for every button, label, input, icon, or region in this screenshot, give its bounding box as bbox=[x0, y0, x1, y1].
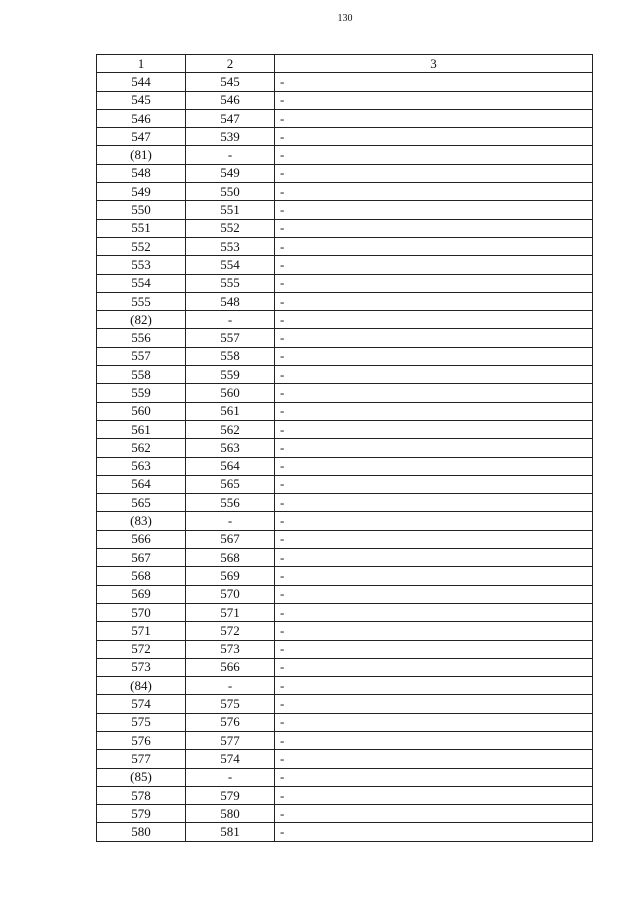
table-cell-col1: (81) bbox=[97, 146, 186, 164]
table-cell-col3: - bbox=[275, 457, 593, 475]
table-row bbox=[97, 823, 593, 841]
table-cell-col1: 548 bbox=[97, 164, 186, 182]
table-cell-col1: 577 bbox=[97, 750, 186, 768]
table-cell-col2: 551 bbox=[186, 201, 275, 219]
table-cell-col3: - bbox=[275, 73, 593, 91]
table-cell-col3: - bbox=[275, 585, 593, 603]
table-row bbox=[97, 786, 593, 804]
table-cell-col3: - bbox=[275, 402, 593, 420]
table-cell-col3: - bbox=[275, 274, 593, 292]
table-cell-col1: 570 bbox=[97, 603, 186, 621]
table-row bbox=[97, 750, 593, 768]
table-cell-col1: 562 bbox=[97, 439, 186, 457]
table-cell-col3: - bbox=[275, 731, 593, 749]
table-cell-col3: - bbox=[275, 658, 593, 676]
table-cell-col3: - bbox=[275, 256, 593, 274]
column-header-1: 1 bbox=[97, 55, 186, 73]
table-row bbox=[97, 549, 593, 567]
table-row bbox=[97, 73, 593, 91]
table-cell-col2: 546 bbox=[186, 91, 275, 109]
table-cell-col2: 566 bbox=[186, 658, 275, 676]
table-cell-col3: - bbox=[275, 622, 593, 640]
table-cell-col3: - bbox=[275, 640, 593, 658]
table-cell-col1: 571 bbox=[97, 622, 186, 640]
table-cell-col3: - bbox=[275, 292, 593, 310]
table-row bbox=[97, 402, 593, 420]
table-cell-col2: 565 bbox=[186, 475, 275, 493]
table-row bbox=[97, 567, 593, 585]
table-cell-col2: 545 bbox=[186, 73, 275, 91]
table-row bbox=[97, 128, 593, 146]
table-cell-col3: - bbox=[275, 237, 593, 255]
table-row bbox=[97, 91, 593, 109]
table-cell-col2: 567 bbox=[186, 530, 275, 548]
table-cell-col1: 569 bbox=[97, 585, 186, 603]
table-cell-col2: 547 bbox=[186, 109, 275, 127]
table-cell-col3: - bbox=[275, 677, 593, 695]
table-cell-col3: - bbox=[275, 530, 593, 548]
table-cell-col2: 558 bbox=[186, 347, 275, 365]
table-row bbox=[97, 805, 593, 823]
table-cell-col3: - bbox=[275, 549, 593, 567]
column-header-2: 2 bbox=[186, 55, 275, 73]
table-cell-col3: - bbox=[275, 786, 593, 804]
table-row bbox=[97, 439, 593, 457]
table-cell-col2: 549 bbox=[186, 164, 275, 182]
table-cell-col1: 579 bbox=[97, 805, 186, 823]
table-row bbox=[97, 603, 593, 621]
table-cell-col1: 559 bbox=[97, 384, 186, 402]
table-cell-col1: 574 bbox=[97, 695, 186, 713]
table-cell-col3: - bbox=[275, 494, 593, 512]
table-cell-col3: - bbox=[275, 768, 593, 786]
table-cell-col2: 553 bbox=[186, 237, 275, 255]
table-cell-col2: 554 bbox=[186, 256, 275, 274]
table-cell-col1: 566 bbox=[97, 530, 186, 548]
table-cell-col3: - bbox=[275, 567, 593, 585]
table-cell-col1: 563 bbox=[97, 457, 186, 475]
table-cell-col2: 575 bbox=[186, 695, 275, 713]
table-row bbox=[97, 658, 593, 676]
table-row bbox=[97, 384, 593, 402]
table-row bbox=[97, 274, 593, 292]
table-cell-col3: - bbox=[275, 311, 593, 329]
table-cell-col1: 553 bbox=[97, 256, 186, 274]
table-cell-col1: 550 bbox=[97, 201, 186, 219]
table-cell-col2: - bbox=[186, 146, 275, 164]
table-row bbox=[97, 457, 593, 475]
table-row bbox=[97, 219, 593, 237]
table-row bbox=[97, 622, 593, 640]
table-cell-col3: - bbox=[275, 164, 593, 182]
table-cell-col3: - bbox=[275, 695, 593, 713]
table-row bbox=[97, 183, 593, 201]
table-row bbox=[97, 311, 593, 329]
table-cell-col3: - bbox=[275, 329, 593, 347]
table-cell-col3: - bbox=[275, 91, 593, 109]
table-cell-col3: - bbox=[275, 128, 593, 146]
table-cell-col1: 554 bbox=[97, 274, 186, 292]
table-row bbox=[97, 512, 593, 530]
table-cell-col1: (82) bbox=[97, 311, 186, 329]
table-cell-col1: 576 bbox=[97, 731, 186, 749]
table-cell-col3: - bbox=[275, 384, 593, 402]
table-cell-col1: 552 bbox=[97, 237, 186, 255]
table-cell-col3: - bbox=[275, 439, 593, 457]
table-cell-col2: 556 bbox=[186, 494, 275, 512]
table-row bbox=[97, 256, 593, 274]
table-row bbox=[97, 713, 593, 731]
table-cell-col1: 567 bbox=[97, 549, 186, 567]
table-cell-col1: 551 bbox=[97, 219, 186, 237]
table-cell-col2: 555 bbox=[186, 274, 275, 292]
table-cell-col1: 544 bbox=[97, 73, 186, 91]
table-cell-col2: 561 bbox=[186, 402, 275, 420]
table-cell-col2: 573 bbox=[186, 640, 275, 658]
table-header-row bbox=[97, 55, 593, 73]
table-cell-col1: 555 bbox=[97, 292, 186, 310]
table-cell-col2: - bbox=[186, 768, 275, 786]
table-cell-col3: - bbox=[275, 347, 593, 365]
table-cell-col1: 558 bbox=[97, 366, 186, 384]
table-cell-col3: - bbox=[275, 805, 593, 823]
table-cell-col3: - bbox=[275, 183, 593, 201]
table-cell-col2: 563 bbox=[186, 439, 275, 457]
table-cell-col2: - bbox=[186, 512, 275, 530]
table-row bbox=[97, 366, 593, 384]
table-row bbox=[97, 530, 593, 548]
table-cell-col2: 559 bbox=[186, 366, 275, 384]
table-row bbox=[97, 475, 593, 493]
table-cell-col2: 568 bbox=[186, 549, 275, 567]
table-cell-col1: 575 bbox=[97, 713, 186, 731]
data-table bbox=[96, 54, 593, 842]
table-cell-col1: 560 bbox=[97, 402, 186, 420]
table-cell-col2: 550 bbox=[186, 183, 275, 201]
table-row bbox=[97, 146, 593, 164]
table-row bbox=[97, 347, 593, 365]
table-row bbox=[97, 201, 593, 219]
table-row bbox=[97, 420, 593, 438]
table-cell-col2: 539 bbox=[186, 128, 275, 146]
table-cell-col2: 562 bbox=[186, 420, 275, 438]
table-cell-col3: - bbox=[275, 109, 593, 127]
table-row bbox=[97, 164, 593, 182]
table-row bbox=[97, 109, 593, 127]
table-row bbox=[97, 585, 593, 603]
table-cell-col1: 572 bbox=[97, 640, 186, 658]
table-row bbox=[97, 640, 593, 658]
table-cell-col1: 578 bbox=[97, 786, 186, 804]
table-row bbox=[97, 494, 593, 512]
table-row bbox=[97, 329, 593, 347]
table-cell-col1: 568 bbox=[97, 567, 186, 585]
table-cell-col2: 560 bbox=[186, 384, 275, 402]
table-cell-col1: 580 bbox=[97, 823, 186, 841]
table-cell-col3: - bbox=[275, 420, 593, 438]
table-cell-col3: - bbox=[275, 475, 593, 493]
table-cell-col1: 545 bbox=[97, 91, 186, 109]
table-cell-col2: 570 bbox=[186, 585, 275, 603]
table-cell-col1: 561 bbox=[97, 420, 186, 438]
table-cell-col2: 574 bbox=[186, 750, 275, 768]
table-cell-col3: - bbox=[275, 146, 593, 164]
table-cell-col2: 580 bbox=[186, 805, 275, 823]
table-cell-col3: - bbox=[275, 603, 593, 621]
table-cell-col1: (85) bbox=[97, 768, 186, 786]
table-cell-col1: 565 bbox=[97, 494, 186, 512]
table-cell-col3: - bbox=[275, 750, 593, 768]
table-row bbox=[97, 237, 593, 255]
table-cell-col2: 579 bbox=[186, 786, 275, 804]
table-row bbox=[97, 677, 593, 695]
table-cell-col3: - bbox=[275, 713, 593, 731]
table-cell-col1: (84) bbox=[97, 677, 186, 695]
table-cell-col3: - bbox=[275, 201, 593, 219]
table-cell-col2: - bbox=[186, 311, 275, 329]
table-cell-col1: 547 bbox=[97, 128, 186, 146]
table-cell-col1: 549 bbox=[97, 183, 186, 201]
table-cell-col3: - bbox=[275, 512, 593, 530]
table-cell-col1: 556 bbox=[97, 329, 186, 347]
table-cell-col1: 564 bbox=[97, 475, 186, 493]
table-row bbox=[97, 768, 593, 786]
table-cell-col1: 546 bbox=[97, 109, 186, 127]
column-header-3: 3 bbox=[275, 55, 593, 73]
table-body bbox=[97, 73, 593, 841]
table-cell-col2: 572 bbox=[186, 622, 275, 640]
table-cell-col1: 557 bbox=[97, 347, 186, 365]
table-row bbox=[97, 292, 593, 310]
table-cell-col2: 569 bbox=[186, 567, 275, 585]
table-cell-col2: 564 bbox=[186, 457, 275, 475]
table-cell-col2: 581 bbox=[186, 823, 275, 841]
table-row bbox=[97, 731, 593, 749]
table-cell-col1: 573 bbox=[97, 658, 186, 676]
table-cell-col3: - bbox=[275, 219, 593, 237]
table-row bbox=[97, 695, 593, 713]
table-cell-col3: - bbox=[275, 823, 593, 841]
table-cell-col2: 571 bbox=[186, 603, 275, 621]
table-cell-col3: - bbox=[275, 366, 593, 384]
table-cell-col2: - bbox=[186, 677, 275, 695]
page-number: 130 bbox=[337, 13, 353, 24]
table-cell-col2: 552 bbox=[186, 219, 275, 237]
table-cell-col2: 576 bbox=[186, 713, 275, 731]
table-cell-col2: 548 bbox=[186, 292, 275, 310]
table-cell-col2: 577 bbox=[186, 731, 275, 749]
table-cell-col2: 557 bbox=[186, 329, 275, 347]
table-cell-col1: (83) bbox=[97, 512, 186, 530]
